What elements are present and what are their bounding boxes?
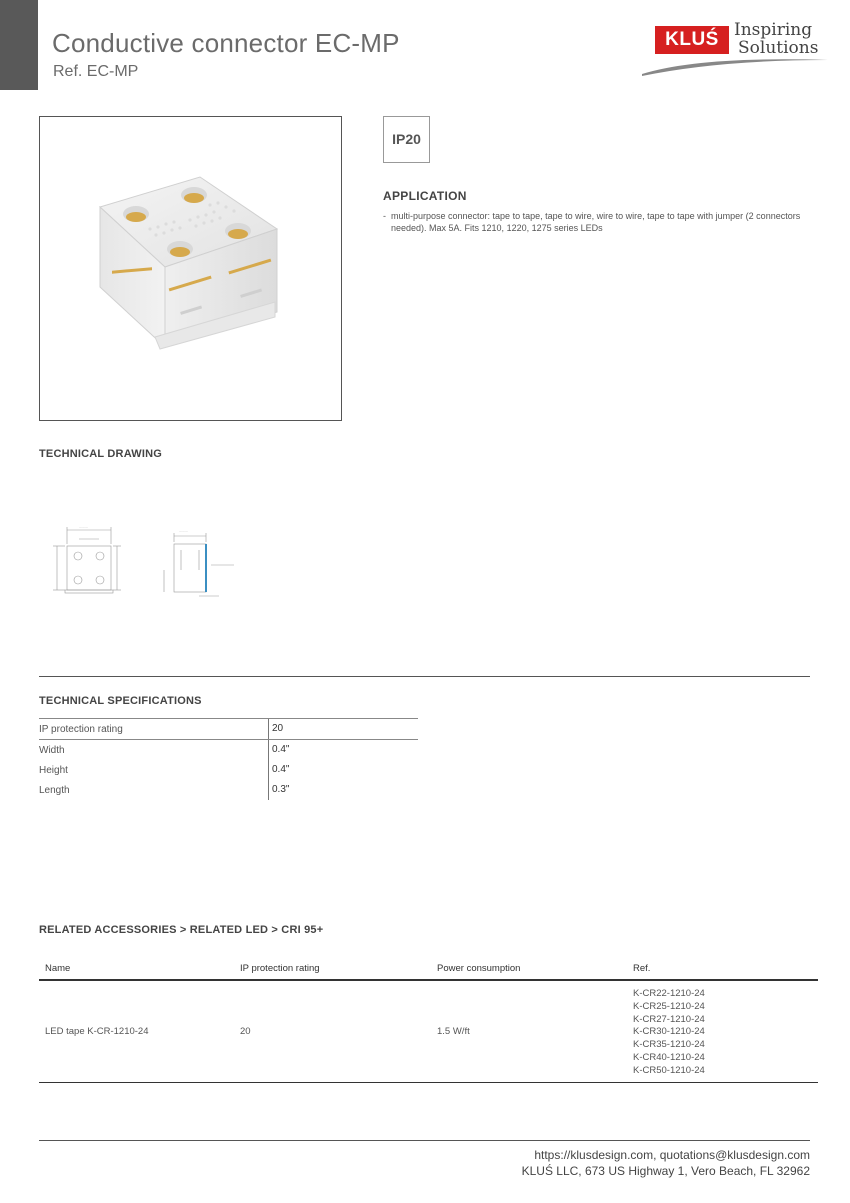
ref-item: K-CR40-1210-24 xyxy=(633,1051,705,1063)
logo-swoosh-icon xyxy=(640,54,830,78)
column-header-power: Power consumption xyxy=(437,963,521,974)
logo-tagline-line1: Inspiring xyxy=(734,20,813,40)
ref-item: K-CR22-1210-24 xyxy=(633,988,705,999)
spec-label: Height xyxy=(39,765,68,776)
technical-specs-heading: TECHNICAL SPECIFICATIONS xyxy=(39,695,202,707)
application-description xyxy=(383,210,813,234)
accessory-power: 1.5 W/ft xyxy=(437,1026,470,1037)
table-row xyxy=(39,981,818,1083)
application-text: multi-purpose connector: tape to tape, tape to wire, wire to wire, tape to tape with jumper (2 connectors needed). Max 5A. Fits 1210, 1220, 1275 series LEDs xyxy=(391,211,801,233)
spec-label: Length xyxy=(39,785,70,796)
spec-value: 0.4" xyxy=(268,760,289,780)
column-header-name: Name xyxy=(45,963,71,974)
svg-text:———: ——— xyxy=(179,529,188,533)
ref-item: K-CR35-1210-24 xyxy=(633,1039,705,1051)
spec-row xyxy=(39,718,418,740)
footer-contact: https://klusdesign.com, quotations@klusdesign.com xyxy=(534,1148,810,1162)
logo-tagline-line2: Solutions xyxy=(738,38,819,58)
klus-logo xyxy=(640,20,830,80)
spec-value: 20 xyxy=(268,719,283,739)
column-header-ref: Ref. xyxy=(633,963,651,974)
ref-item: K-CR27-1210-24 xyxy=(633,1013,705,1025)
corner-accent-block xyxy=(0,0,38,90)
connector-product-image xyxy=(40,117,341,420)
accessory-refs xyxy=(633,988,705,1078)
spec-row xyxy=(39,740,418,760)
application-bullet: - xyxy=(383,211,386,221)
spec-row xyxy=(39,760,418,780)
column-header-ip: IP protection rating xyxy=(240,963,320,974)
divider-line xyxy=(39,676,810,677)
footer-address: KLUŚ LLC, 673 US Highway 1, Vero Beach, FL 32962 xyxy=(521,1164,810,1178)
svg-text:———: ——— xyxy=(79,525,88,529)
technical-drawing-svg xyxy=(39,520,269,605)
logo-brand-box: KLUŚ xyxy=(655,26,729,54)
accessory-name: LED tape K-CR-1210-24 xyxy=(45,1026,149,1037)
spec-row xyxy=(39,780,418,800)
ip-rating-badge: IP20 xyxy=(383,116,430,163)
accessories-table xyxy=(39,957,818,1083)
technical-specs-table xyxy=(39,718,418,800)
product-image-frame xyxy=(39,116,342,421)
spec-label: Width xyxy=(39,745,65,756)
accessories-heading: RELATED ACCESSORIES > RELATED LED > CRI 95+ xyxy=(39,924,324,936)
footer-divider xyxy=(39,1140,810,1141)
ref-item: K-CR30-1210-24 xyxy=(633,1026,705,1038)
product-reference: Ref. EC-MP xyxy=(53,63,139,80)
spec-label: IP protection rating xyxy=(39,724,123,735)
page-title: Conductive connector EC-MP xyxy=(52,28,400,58)
ref-item: K-CR25-1210-24 xyxy=(633,1000,705,1012)
ref-item: K-CR50-1210-24 xyxy=(633,1064,705,1076)
accessory-ip: 20 xyxy=(240,1026,251,1037)
spec-value: 0.3" xyxy=(268,780,289,800)
technical-drawing xyxy=(39,520,269,605)
application-heading: APPLICATION xyxy=(383,189,467,203)
technical-drawing-heading: TECHNICAL DRAWING xyxy=(39,448,162,460)
spec-value: 0.4" xyxy=(268,740,289,760)
accessories-table-header xyxy=(39,957,818,981)
